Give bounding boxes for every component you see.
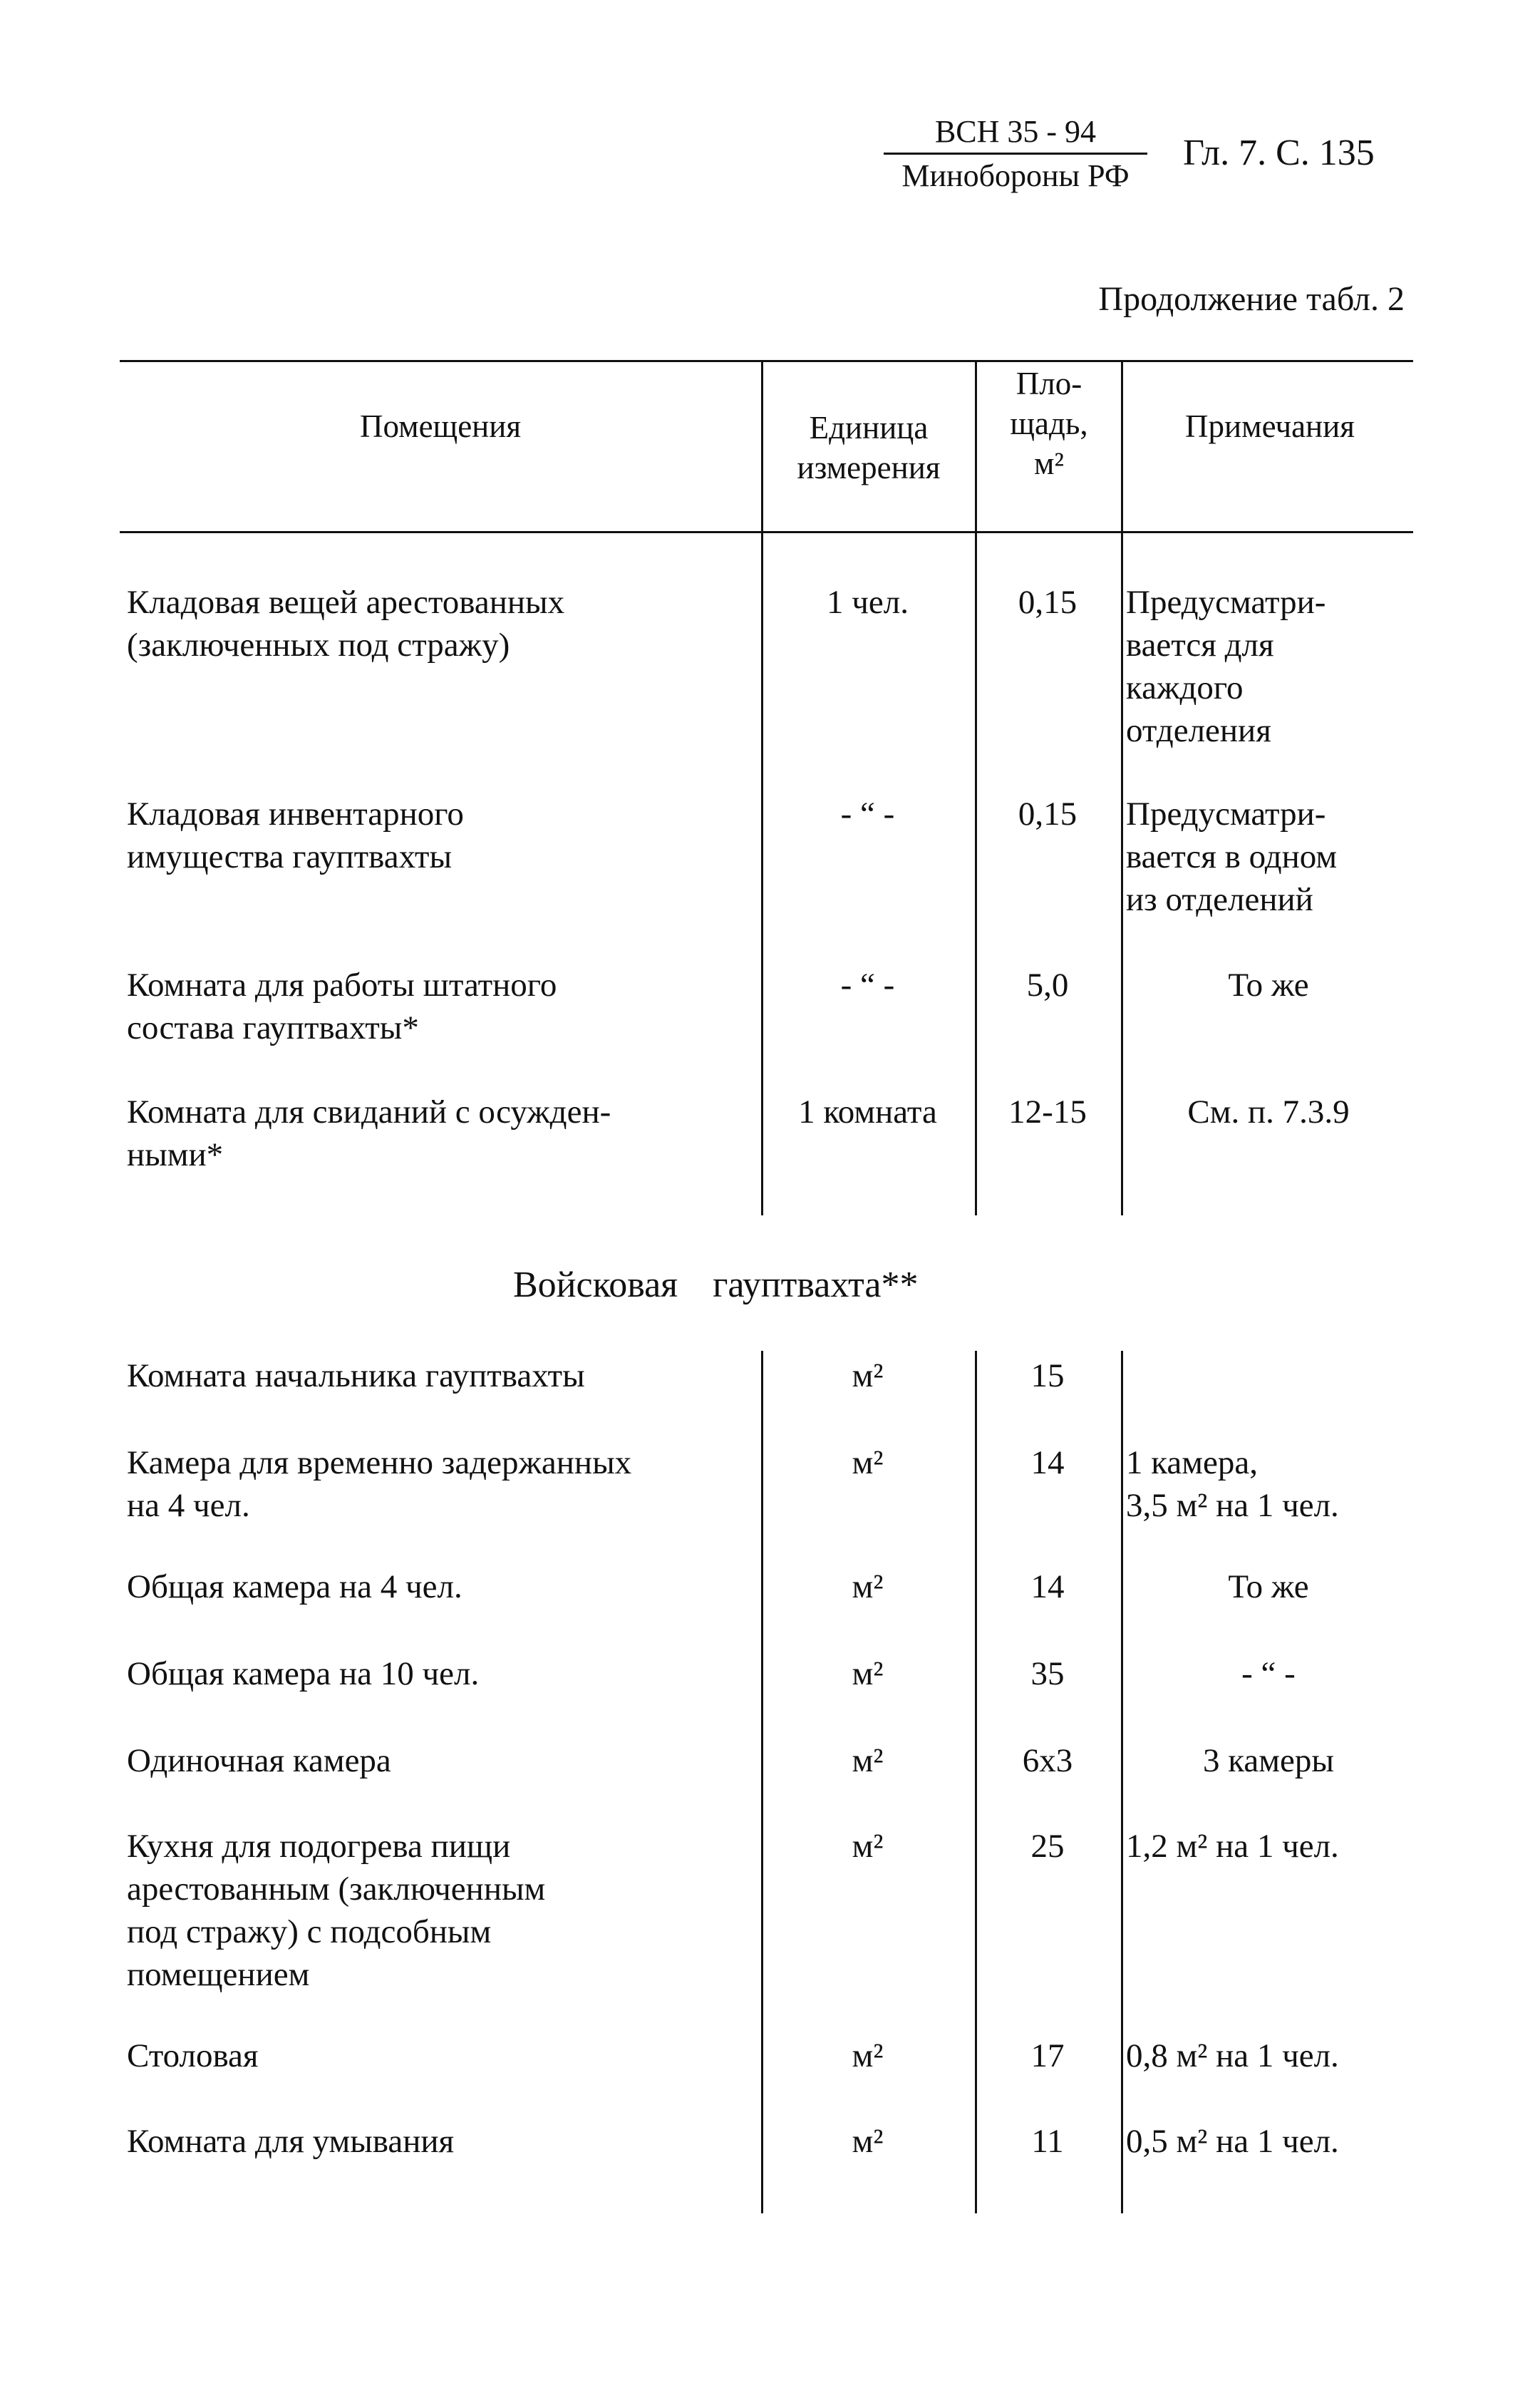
- column-divider: [1121, 360, 1123, 1215]
- area-cell: 0,15: [1018, 584, 1078, 621]
- column-divider: [761, 360, 763, 1215]
- area-cell: 17: [1030, 2037, 1065, 2074]
- area-cell: 14: [1030, 1568, 1065, 1605]
- table-top-rule: [120, 360, 1413, 362]
- area-cell: 5,0: [1026, 967, 1069, 1004]
- notes-cell: Предусматри- вается в одном из отделений: [1126, 796, 1338, 918]
- premises-cell: Кладовая инвентарного имущества гауптвахты: [127, 796, 464, 875]
- premises-cell: Общая камера на 4 чел.: [127, 1568, 462, 1605]
- table-continuation-label: Продолжение табл. 2: [1098, 280, 1405, 318]
- ministry-name: Минобороны РФ: [901, 158, 1130, 193]
- unit-cell: м²: [852, 1357, 884, 1394]
- premises-cell: Кухня для подогрева пищи арестованным (заключенным под стражу) с подсобным помещением: [127, 1828, 546, 1993]
- column-header-premises: Помещения: [359, 408, 522, 444]
- header-divider: [884, 153, 1147, 155]
- column-header-area: Пло- щадь, м²: [1010, 366, 1088, 481]
- section-title: Войсковая гауптвахта**: [513, 1265, 919, 1305]
- notes-cell: 1,2 м² на 1 чел.: [1126, 1828, 1339, 1865]
- premises-cell: Камера для временно задержанных на 4 чел.: [127, 1444, 632, 1524]
- unit-cell: м²: [852, 1742, 884, 1779]
- table-header-rule: [120, 531, 1413, 533]
- area-cell: 6х3: [1022, 1742, 1073, 1779]
- area-cell: 14: [1030, 1444, 1065, 1481]
- document-code: ВСН 35 - 94: [934, 114, 1097, 149]
- area-cell: 0,15: [1018, 796, 1078, 833]
- notes-cell: См. п. 7.3.9: [1187, 1093, 1350, 1131]
- premises-cell: Комната для свиданий с осужден- ными*: [127, 1093, 611, 1173]
- notes-cell: То же: [1228, 967, 1309, 1004]
- notes-cell: Предусматри- вается для каждого отделения: [1126, 584, 1326, 749]
- premises-cell: Кладовая вещей арестованных (заключенных под стражу): [127, 584, 565, 664]
- notes-cell: - “ -: [1241, 1655, 1296, 1692]
- unit-cell: 1 чел.: [827, 584, 909, 621]
- page-reference: Гл. 7. С. 135: [1183, 133, 1375, 173]
- premises-cell: Общая камера на 10 чел.: [127, 1655, 480, 1692]
- unit-cell: м²: [852, 2123, 884, 2160]
- area-cell: 15: [1030, 1357, 1065, 1394]
- unit-cell: м²: [852, 1444, 884, 1481]
- premises-cell: Комната для работы штатного состава гауптвахты*: [127, 967, 557, 1046]
- unit-cell: - “ -: [840, 967, 895, 1004]
- unit-cell: м²: [852, 1655, 884, 1692]
- area-cell: 12-15: [1008, 1093, 1087, 1131]
- unit-cell: м²: [852, 1828, 884, 1865]
- area-cell: 25: [1030, 1828, 1065, 1865]
- unit-cell: 1 комната: [798, 1093, 937, 1131]
- column-header-unit: Единица измерения: [797, 410, 941, 485]
- premises-cell: Комната для умывания: [127, 2123, 455, 2160]
- unit-cell: м²: [852, 1568, 884, 1605]
- notes-cell: 0,5 м² на 1 чел.: [1126, 2123, 1339, 2160]
- unit-cell: м²: [852, 2037, 884, 2074]
- notes-cell: 3 камеры: [1203, 1742, 1334, 1779]
- column-header-notes: Примечания: [1185, 408, 1355, 444]
- area-cell: 11: [1031, 2123, 1064, 2160]
- column-divider: [1121, 1351, 1123, 2213]
- unit-cell: - “ -: [840, 796, 895, 833]
- notes-cell: 0,8 м² на 1 чел.: [1126, 2037, 1339, 2074]
- premises-cell: Одиночная камера: [127, 1742, 391, 1779]
- area-cell: 35: [1030, 1655, 1065, 1692]
- premises-cell: Столовая: [127, 2037, 259, 2074]
- premises-cell: Комната начальника гауптвахты: [127, 1357, 585, 1394]
- notes-cell: 1 камера, 3,5 м² на 1 чел.: [1126, 1444, 1339, 1524]
- notes-cell: То же: [1228, 1568, 1309, 1605]
- column-divider: [975, 360, 977, 1215]
